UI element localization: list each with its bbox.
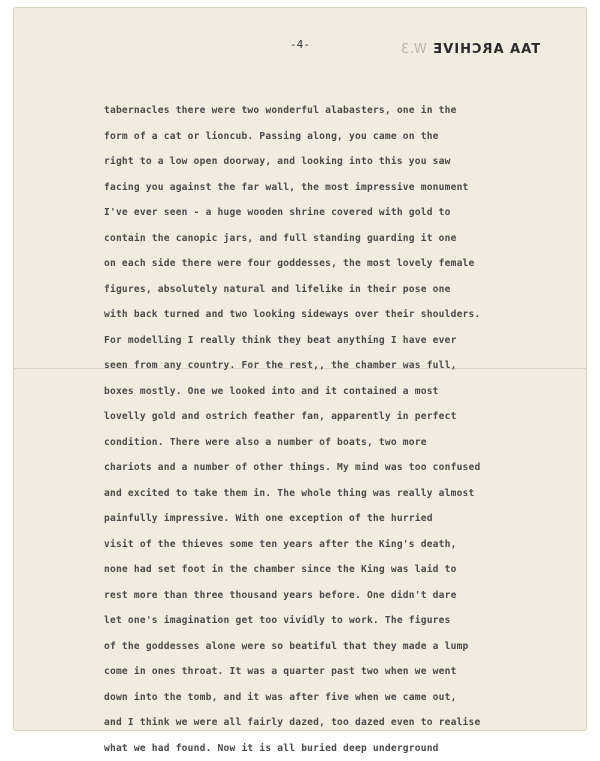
text-line: none had set foot in the chamber since the King was laid to: [104, 557, 564, 583]
text-line: chariots and a number of other things. My mind was too confused: [104, 455, 564, 481]
text-line: come in ones throat. It was a quarter past two when we went: [104, 659, 564, 685]
text-line: visit of the thieves some ten years after the King's death,: [104, 532, 564, 558]
text-line: with back turned and two looking sideways over their shoulders.: [104, 302, 564, 328]
text-line: figures, absolutely natural and lifelike in their pose one: [104, 277, 564, 303]
text-line: right to a low open doorway, and looking into this you saw: [104, 149, 564, 175]
text-line: rest more than three thousand years before. One didn't dare: [104, 583, 564, 609]
text-line: of the goddesses alone were so beatiful that they made a lump: [104, 634, 564, 660]
text-line: facing you against the far wall, the most impressive monument: [104, 175, 564, 201]
archive-stamp-faint: W.3: [400, 42, 427, 57]
text-line: on each side there were four goddesses, the most lovely female: [104, 251, 564, 277]
archive-stamp-text: TAA ARCHIVE: [432, 42, 540, 57]
text-line: For modelling I really think they beat anything I have ever: [104, 328, 564, 354]
text-line: what we had found. Now it is all buried deep underground: [104, 736, 564, 761]
text-line: condition. There were also a number of boats, two more: [104, 430, 564, 456]
text-line: form of a cat or lioncub. Passing along, you came on the: [104, 124, 564, 150]
text-line: and I think we were all fairly dazed, too dazed even to realise: [104, 710, 564, 736]
page-number: -4-: [290, 38, 310, 51]
text-line: I've ever seen - a huge wooden shrine covered with gold to: [104, 200, 564, 226]
text-line: let one's imagination get too vividly to work. The figures: [104, 608, 564, 634]
text-line: and excited to take them in. The whole thing was really almost: [104, 481, 564, 507]
text-line: lovelly gold and ostrich feather fan, apparently in perfect: [104, 404, 564, 430]
text-line: contain the canopic jars, and full standing guarding it one: [104, 226, 564, 252]
letter-page: [14, 8, 586, 730]
archive-stamp: [400, 42, 540, 57]
text-line: seen from any country. For the rest,, the chamber was full,: [104, 353, 564, 379]
text-line: down into the tomb, and it was after five when we came out,: [104, 685, 564, 711]
text-line: boxes mostly. One we looked into and it contained a most: [104, 379, 564, 405]
text-line: tabernacles there were two wonderful alabasters, one in the: [104, 98, 564, 124]
text-line: painfully impressive. With one exception of the hurried: [104, 506, 564, 532]
typed-letter-body: [104, 98, 564, 761]
